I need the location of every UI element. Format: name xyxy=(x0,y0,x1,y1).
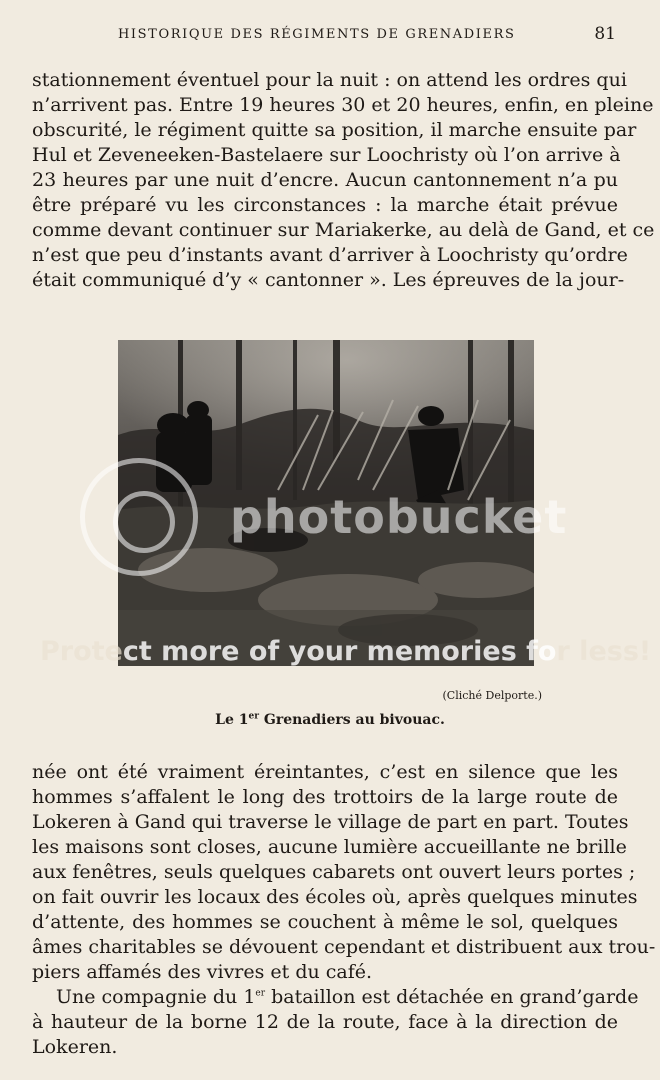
running-title: HISTORIQUE DES RÉGIMENTS DE GRENADIERS xyxy=(118,27,516,42)
text-line: piers affamés des vivres et du café. xyxy=(32,961,373,983)
photo-credit: (Cliché Delporte.) xyxy=(442,689,542,702)
text-line: être préparé vu les circonstances : la marche était prévue xyxy=(32,194,618,216)
text-line: d’attente, des hommes se couchent à même le sol, quelques xyxy=(32,911,618,933)
protect-inside: ct more of your memories fo xyxy=(122,636,557,667)
running-head xyxy=(118,24,616,44)
text-line: comme devant continuer sur Mariakerke, au delà de Gand, et ce xyxy=(32,219,655,241)
text-line: n’est que peu d’instants avant d’arriver à Loochristy qu’ordre xyxy=(32,244,628,266)
text-line: à hauteur de la borne 12 de la route, face à la direction de xyxy=(32,1011,618,1033)
text-line: 23 heures par une nuit d’encre. Aucun cantonnement n’a pu xyxy=(32,169,618,191)
watermark-brand: photobucket xyxy=(230,490,568,544)
text-line: n’arrivent pas. Entre 19 heures 30 et 20 heures, enfin, en pleine xyxy=(32,94,654,116)
text-line: Lokeren à Gand qui traverse le village de part en part. Toutes xyxy=(32,811,629,833)
protect-end: r less! xyxy=(556,636,652,667)
text-line: née ont été vraiment éreintantes, c’est en silence que les xyxy=(32,761,618,783)
caption-superscript: er xyxy=(248,711,259,722)
text-line: était communiqué d’y « cantonner ». Les épreuves de la jour- xyxy=(32,269,625,291)
superscript: er xyxy=(255,988,266,999)
text-line: obscurité, le régiment quitte sa position, il marche ensuite par xyxy=(32,119,637,141)
caption-start: Le 1 xyxy=(215,712,249,728)
text-line: âmes charitables se dévouent cependant et distribuent aux trou- xyxy=(32,936,656,958)
caption-end: Grenadiers au bivouac. xyxy=(258,712,445,728)
text-line: Lokeren. xyxy=(32,1036,118,1058)
bivouac-photo xyxy=(118,340,534,666)
text-fragment: bataillon est détachée en grand’garde xyxy=(265,986,639,1008)
text-line: les maisons sont closes, aucune lumière accueillante ne brille xyxy=(32,836,627,858)
protect-start: Prote xyxy=(40,636,123,667)
photo-illustration xyxy=(118,340,534,666)
text-line: hommes s’affalent le long des trottoirs de la large route de xyxy=(32,786,618,808)
text-line: Hul et Zeveneeken-Bastelaere sur Loochristy où l’on arrive à xyxy=(32,144,621,166)
text-line: aux fenêtres, seuls quelques cabarets ont ouvert leurs portes ; xyxy=(32,861,636,883)
text-line xyxy=(32,985,639,1010)
text-fragment: Une compagnie du 1 xyxy=(56,986,256,1008)
text-line: on fait ouvrir les locaux des écoles où, après quelques minutes xyxy=(32,886,638,908)
figure-caption xyxy=(0,712,660,728)
paragraph-top xyxy=(32,68,655,293)
page-number: 81 xyxy=(594,24,616,44)
paragraph-bottom xyxy=(32,760,656,1060)
text-line: stationnement éventuel pour la nuit : on attend les ordres qui xyxy=(32,69,627,91)
